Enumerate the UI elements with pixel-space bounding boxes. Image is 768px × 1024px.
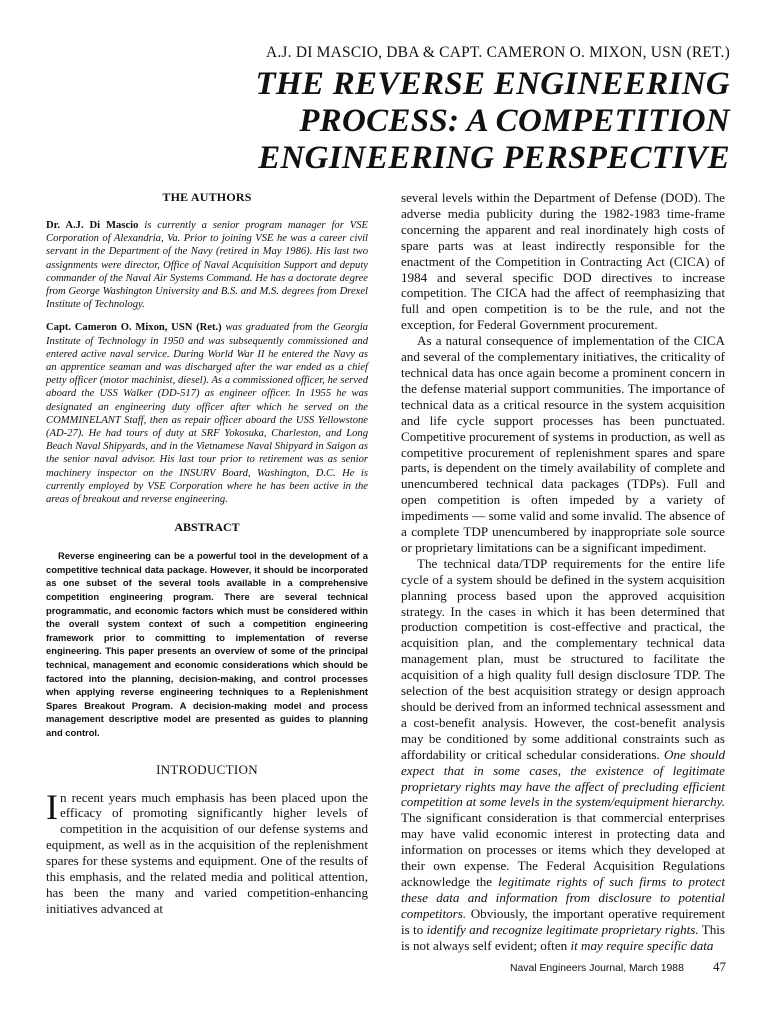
p3-italic-h: it may require specific data bbox=[570, 937, 714, 953]
right-column bbox=[401, 190, 725, 954]
drop-cap: I bbox=[46, 786, 58, 827]
title-line-3: ENGINEERING PERSPECTIVE bbox=[258, 140, 730, 176]
author-bio-dimascio bbox=[46, 219, 368, 311]
title-line-1: THE REVERSE ENGINEERING bbox=[255, 66, 730, 102]
page-number: 47 bbox=[713, 959, 726, 974]
author-byline: A.J. DI MASCIO, DBA & CAPT. CAMERON O. MIXON, USN (RET.) bbox=[265, 44, 730, 61]
bio-name: Dr. A.J. Di Mascio bbox=[46, 220, 139, 231]
p3-text-a: The technical data/TDP requirements for the entire life cycle of a system should be defined in the system acquisition planning process based upon the approved acquisition strategy. In the cases in which it has been determined that production competition is cost-effective and practical, the acquisition plan, and the complementary technical data management plan, must be structured to facilitate the acquisition of a high quality full design disclosure TDP. The selection of the best acquisition strategy or design approach should be derived from an informed technical assessment and a cost-benefit analysis. However, the cost-benefit analysis may be conditioned by some additional constraints such as affordability or critical schedular considerations. bbox=[401, 555, 725, 762]
bio-text: was graduated from the Georgia Institute of Technology in 1950 and was subsequently commissioned and entered active naval service. During World War II he entered the Navy as an apprentice seaman and was discharged after the war ended as a chief petty officer (motor machinist, diesel). As a commissioned officer, he served aboard the USS Walker (DD-517) as engineer officer. In 1955 he was designated an engineering duty officer after which he served on the COMMINELANT Staff, then as repair officer aboard the USS Yellowstone (AD-27). He had tours of duty at SRF Yokosuka, Charleston, and Long Beach Naval Shipyards, and in the Vietnamese Naval Shipyard in Saigon as the senior naval advisor. His last tour prior to retirement was as senior machinery inspector on the INSURV Board, Washington, D.C. He is currently employed by VSE Corporation where he has been active in the areas of breakout and reverse engineering. bbox=[46, 322, 368, 506]
paragraph-1: several levels within the Department of Defense (DOD). The adverse media publicity during the 1982-1983 time-frame concerning the apparent and real inordinately high costs of spare parts was at least indirectly responsible for the enactment of the Competition in Contracting Act (CICA) of 1984 and several specific DOD directives to increase competition. The CICA had the affect of reemphasizing that full and open competition is to be the rule, and not the exception, for Federal Government procurement. bbox=[401, 190, 725, 333]
p3-text-g: This is not always self evident; often bbox=[401, 921, 725, 953]
article-title bbox=[210, 66, 730, 177]
title-line-2: PROCESS: A COMPETITION bbox=[299, 103, 730, 139]
p3-italic-d: legitimate rights of such firms to protect these data and information from disclosure to potential competitors. bbox=[401, 873, 725, 921]
p3-italic-f: identify and recognize legitimate proprietary rights. bbox=[426, 921, 699, 937]
author-bio-mixon bbox=[46, 321, 368, 506]
abstract-text: Reverse engineering can be a powerful tool in the development of a competitive technical data package. However, it should be incorporated as one subset of the several tools available in a comprehensive competition engineering program. There are several technical programmatic, and economic factors which must be considered within the overall system context of such a competition engineering framework prior to committing to implementation of reverse engineering. This paper presents an overview of some of the principal technical, management and economic considerations which should be factored into the planning, decision-making, and control processes when applying reverse engineering techniques to a Replenishment Spares Breakout Program. A decision-making model and process management descriptive model are presented as guides to planning and control. bbox=[46, 550, 368, 738]
left-column bbox=[46, 190, 368, 917]
paragraph-2: As a natural consequence of implementation of the CICA and several of the complementary initiatives, the criticality of technical data has once again become a prominent concern in the defense material support communities. The importance of technical data as a critical resource in the system acquisition and life cycle support processes has been punctuated. Competitive procurement of systems in production, as well as competitive procurement of replenishment spares and spare parts, is dependent on the timely availability of complete and unencumbered technical data packages (TDPs). Full and open competition is often impeded by a variety of impediments — some valid and some invalid. The absence of a complete TDP unencumbered by inappropriate sole source or proprietary limitations can be a significant impediment. bbox=[401, 333, 726, 555]
intro-body: n recent years much emphasis has been placed upon the efficacy of promoting significantly higher levels of competition in the acquisition of our defense systems and equipment, as well as in the acquisition of the replenishment spares for these systems and equipment. One of the results of this emphasis, and the related media and political attention, has been the many and varied competition-enhancing initiatives advanced at bbox=[46, 789, 368, 916]
abstract-heading: ABSTRACT bbox=[174, 520, 240, 535]
p3-text-e: Obviously, the important operative requirement is to bbox=[401, 905, 725, 937]
journal-citation: Naval Engineers Journal, March 1988 bbox=[510, 963, 684, 974]
p3-text-c: The significant consideration is that commercial enterprises may have valid economic interest in protecting data and information on processes or items which they developed at their own expense. The Federal Acquisition Regulations acknowledge the bbox=[401, 810, 725, 889]
bio-name: Capt. Cameron O. Mixon, USN (Ret.) bbox=[46, 322, 222, 334]
authors-heading: THE AUTHORS bbox=[162, 190, 252, 204]
paragraph-3 bbox=[401, 556, 725, 954]
introduction-text bbox=[46, 786, 368, 917]
p3-italic-b: One should expect that in some cases, the existence of legitimate proprietary rights may have the affect of precluding efficient competition at some levels in the system/equipment hierarchy. bbox=[401, 746, 726, 810]
bio-text: is currently a senior program manager for VSE Corporation of Alexandria, Va. Prior to joining VSE he was a career civil servant in the Department of the Navy (retired in May 1986). His last two assignments were director, Office of Naval Acquisition Support and deputy commander of the Naval Air Systems Command. He has a doctorate degree from George Washington University and B.S. and M.S. degrees from Drexel Institute of Technology. bbox=[46, 220, 368, 311]
introduction-heading: INTRODUCTION bbox=[156, 761, 258, 777]
